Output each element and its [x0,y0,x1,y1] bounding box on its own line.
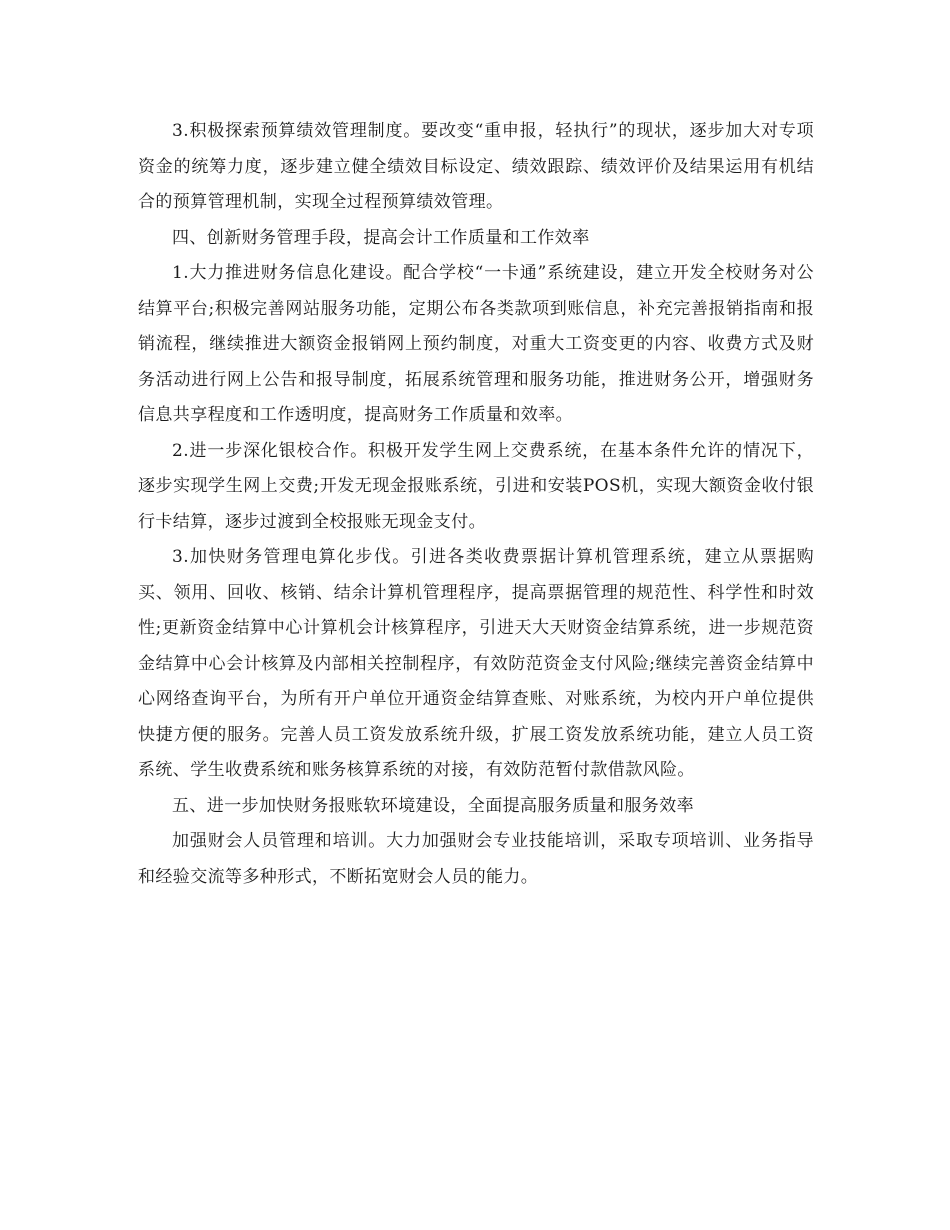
paragraph-staff-training: 加强财会人员管理和培训。大力加强财会专业技能培训，采取专项培训、业务指导和经验交流等多种形式，不断拓宽财会人员的能力。 [138,831,814,887]
paragraph-bank-school-cooperation: 2.进一步深化银校合作。积极开发学生网上交费系统，在基本条件允许的情况下，逐步实现学生网上交费;开发无现金报账系统，引进和安装POS机，实现大额资金收付银行卡结算，逐步过渡到全校报账无现金支付。 [138,440,814,532]
paragraph-budget-performance: 3.积极探索预算绩效管理制度。要改变“重申报，轻执行”的现状，逐步加大对专项资金的统筹力度，逐步建立健全绩效目标设定、绩效跟踪、绩效评价及结果运用有机结合的预算管理机制，实现全过程预算绩效管理。 [138,121,814,212]
paragraph-informatization: 1.大力推进财务信息化建设。配合学校“一卡通”系统建设，建立开发全校财务对公结算平台;积极完善网站服务功能，定期公布各类款项到账信息，补充完善报销指南和报销流程，继续推进大额资金报销网上预约制度，对重大工资变更的内容、收费方式及财务活动进行网上公告和报导制度，拓展系统管理和服务功能，推进财务公开，增强财务信息共享程度和工作透明度，提高财务工作质量和效率。 [138,263,814,425]
document-body [138,114,814,895]
section-heading-5: 五、进一步加快财务报账软环境建设，全面提高服务质量和服务效率 [172,795,694,816]
section-heading-4: 四、创新财务管理手段，提高会计工作质量和工作效率 [172,227,590,248]
paragraph-computerization: 3.加快财务管理电算化步伐。引进各类收费票据计算机管理系统，建立从票据购买、领用、回收、核销、结余计算机管理程序，提高票据管理的规范性、科学性和时效性;更新资金结算中心计算机会计核算程序，引进天大天财资金结算系统，进一步规范资金结算中心会计核算及内部相关控制程序，有效防范资金支付风险;继续完善资金结算中心网络查询平台，为所有开户单位开通资金结算查账、对账系统，为校内开户单位提供快捷方便的服务。完善人员工资发放系统升级，扩展工资发放系统功能，建立人员工资系统、学生收费系统和账务核算系统的对接，有效防范暂付款借款风险。 [138,547,814,780]
